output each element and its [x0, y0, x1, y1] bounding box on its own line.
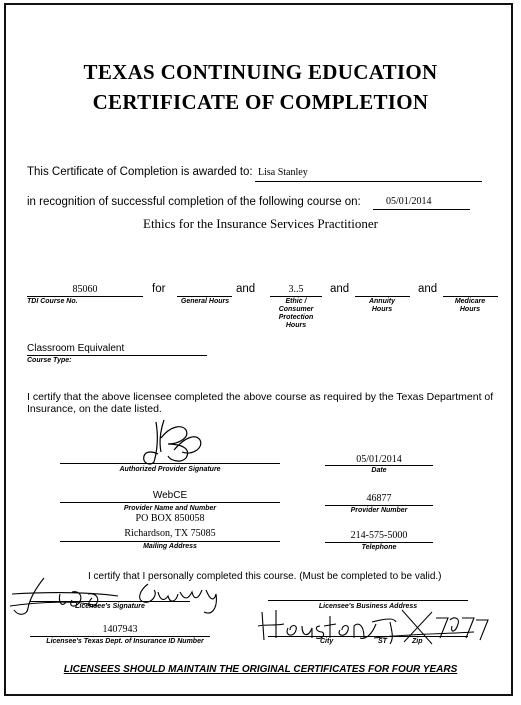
mailing-address-line-1: PO BOX 850058 [135, 513, 205, 524]
course-type-line [27, 355, 207, 356]
certify-text-line-2: Insurance, on the date listed. [27, 403, 162, 415]
provider-telephone-line [325, 542, 433, 543]
zip-caption: Zip [412, 638, 423, 645]
tdi-course-number-caption: TDI Course No. [27, 298, 78, 305]
tdi-course-number: 85060 [72, 284, 98, 295]
ethics-hours-caption: Ethic / Consumer Protection Hours [278, 298, 314, 329]
city-caption: City [320, 638, 334, 645]
provider-number-caption: Provider Number [350, 507, 408, 514]
mailing-address-line-2: Richardson, TX 75085 [124, 528, 216, 539]
licensee-signature-caption: Licensee's Signature [75, 603, 145, 610]
awardee-name: Lisa Stanley [258, 167, 308, 178]
course-title: Ethics for the Insurance Services Practitioner [143, 216, 378, 231]
ethics-hours-line [270, 296, 322, 297]
licensee-city-state-zip-handwriting [254, 604, 494, 648]
medicare-hours-line [443, 296, 498, 297]
for-label: for [152, 283, 166, 295]
provider-name-caption: Provider Name and Number [123, 505, 217, 512]
business-address-caption: Licensee's Business Address [318, 603, 418, 610]
provider-name: WebCE [152, 490, 188, 501]
course-date: 05/01/2014 [386, 196, 432, 207]
provider-date-caption: Date [371, 467, 387, 474]
awardee-name-line [255, 181, 482, 182]
provider-number: 46877 [366, 493, 392, 504]
course-type-caption: Course Type: [27, 357, 72, 364]
licensee-tdi-id: 1407943 [102, 624, 138, 635]
and-label-2: and [330, 283, 350, 295]
provider-signature-caption: Authorized Provider Signature [119, 466, 221, 473]
licensee-signature-line [30, 601, 190, 602]
ethics-hours-value: 3..5 [288, 284, 304, 295]
city-state-zip-line [268, 636, 468, 637]
provider-number-line [325, 505, 433, 506]
licensee-certify-text: I certify that I personally completed this course. (Must be completed to be valid.) [88, 571, 442, 582]
course-type-value: Classroom Equivalent [27, 343, 125, 354]
provider-name-line [60, 502, 280, 503]
licensee-tdi-id-caption: Licensee's Texas Dept. of Insurance ID Number [46, 638, 204, 645]
general-hours-caption: General Hours [180, 298, 230, 305]
and-label-3: and [418, 283, 438, 295]
provider-date-line [325, 465, 433, 466]
mailing-address-caption: Mailing Address [143, 543, 197, 550]
certificate-title-line-2: CERTIFICATE OF COMPLETION [92, 90, 429, 114]
tdi-course-number-line [27, 296, 143, 297]
licensee-tdi-id-line [30, 636, 210, 637]
provider-date: 05/01/2014 [356, 454, 402, 465]
certificate-title-line-1: TEXAS CONTINUING EDUCATION [83, 60, 438, 84]
general-hours-line [177, 296, 232, 297]
business-address-line [268, 600, 468, 601]
and-label-1: and [236, 283, 256, 295]
recognition-label: in recognition of successful completion of the following course on: [27, 196, 361, 208]
state-caption: ST [378, 638, 387, 645]
footer-notice: LICENSEES SHOULD MAINTAIN THE ORIGINAL CERTIFICATES FOR FOUR YEARS [63, 664, 458, 675]
certify-text-line-1: I certify that the above licensee completed the above course as required by the Texas Department of [27, 391, 494, 403]
provider-telephone: 214-575-5000 [350, 530, 408, 541]
course-date-line [373, 209, 470, 210]
awarded-to-label: This Certificate of Completion is awarded to: [27, 166, 253, 178]
annuity-hours-line [355, 296, 410, 297]
provider-signature [130, 412, 220, 470]
provider-telephone-caption: Telephone [361, 544, 397, 551]
annuity-hours-caption: Annuity Hours [368, 298, 396, 313]
mailing-address-line [60, 541, 280, 542]
medicare-hours-caption: Medicare Hours [454, 298, 486, 313]
provider-signature-line [60, 463, 280, 464]
licensee-signature [8, 572, 240, 620]
